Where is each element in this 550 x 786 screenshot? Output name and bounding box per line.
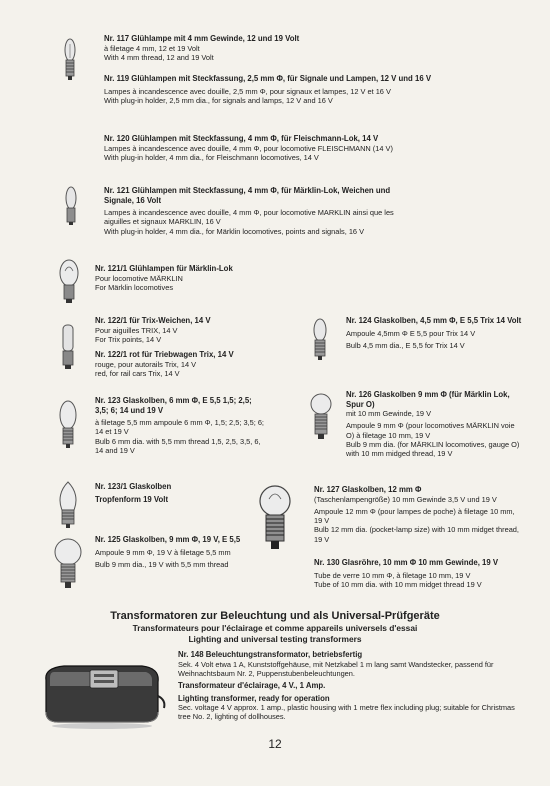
entry-123-1-title: Nr. 123/1 Glaskolben (95, 482, 172, 491)
bulb-123-1-image (56, 480, 80, 530)
entry-122-1 (95, 316, 295, 344)
entry-122-1-french: Pour aiguilles TRIX, 14 V (95, 325, 178, 335)
entry-120-english: With plug-in holder, 4 mm dia., for Fleischmann locomotives, 14 V (104, 152, 319, 162)
entry-117-french: à filetage 4 mm, 12 et 19 Volt (104, 43, 200, 53)
entry-148-english-heading: Lighting transformer, ready for operation (178, 693, 330, 703)
entry-125-title: Nr. 125 Glaskolben, 9 mm Φ, 19 V, E 5,5 (95, 535, 241, 544)
entry-125-french: Ampoule 9 mm Φ, 19 V à filetage 5,5 mm (95, 547, 231, 557)
entry-125-english: Bulb 9 mm dia., 19 V with 5,5 mm thread (95, 559, 229, 569)
entry-121-1-french: Pour locomotive MÄRKLIN (95, 273, 183, 283)
bulb-125-image (54, 536, 82, 592)
entry-121-1-english: For Märklin locomotives (95, 282, 174, 292)
entry-127 (314, 485, 519, 544)
entry-121-french: Lampes à incandescence avec douille, 4 mm Φ, pour locomotive MARKLIN ainsi que les aiguilles et signaux MARKLIN, 16 V (104, 208, 394, 227)
entry-121 (104, 186, 404, 236)
entry-148-title: Nr. 148 Beleuchtungstransformator, betriebsfertig (178, 650, 363, 659)
entry-124-french: Ampoule 4,5mm Φ E 5,5 pour Trix 14 V (346, 328, 476, 338)
bulb-117-image (62, 38, 78, 82)
entry-124 (346, 316, 524, 350)
entry-126 (346, 390, 524, 458)
entry-121-english: With plug-in holder, 4 mm dia., for Märklin locomotives, points and signals, 16 V (104, 226, 365, 236)
entry-126-french: Ampoule 9 mm Φ (pour locomotives MÄRKLIN voie O) à filetage 10 mm, 19 V (346, 421, 515, 440)
entry-121-title: Nr. 121 Glühlampen mit Steckfassung, 4 mm Φ, für Märklin-Lok, Weichen und Signale, 16 Volt (104, 186, 391, 205)
entry-130 (314, 558, 524, 589)
section-title-english: Lighting and universal testing transformers (188, 633, 362, 644)
entry-127-french: Ampoule 12 mm Φ (pour lampes de poche) à filetage 10 mm, 19 V (314, 506, 515, 526)
entry-122-1-rot-english: red, for rail cars Trix, 14 V (95, 368, 180, 378)
entry-122-1-rot-french: rouge, pour autorails Trix, 14 V (95, 359, 197, 369)
entry-127-english: Bulb 12 mm dia. (pocket-lamp size) with 10 mm midget thread, 19 V (314, 525, 519, 544)
entry-117-english: With 4 mm thread, 12 and 19 Volt (104, 52, 214, 62)
entry-124-english: Bulb 4,5 mm dia., E 5,5 for Trix 14 V (346, 340, 465, 350)
section-title-german: Transformatoren zur Beleuchtung und als Universal-Prüfgeräte (110, 610, 440, 622)
entry-148-german: Sek. 4 Volt etwa 1 A, Kunststoffgehäuse, mit Netzkabel 1 m lang samt Wandstecker, passend für Weihnachtsbaum Nr. 2, Puppenstubenbeleuchtungen. (178, 659, 494, 678)
bulb-126-image (310, 390, 332, 442)
entry-122-1-rot-title: Nr. 122/1 rot für Triebwagen Trix, 14 V (95, 350, 234, 359)
entry-130-title: Nr. 130 Glasröhre, 10 mm Φ 10 mm Gewinde, 19 V (314, 558, 499, 567)
entry-148-english: Sec. voltage 4 V approx. 1 amp., plastic housing with 1 metre flex including plug; suitable for Christmas tree No. 2, lighting of dollhouses. (178, 703, 515, 722)
bulb-121-1-image (58, 259, 80, 305)
section-heading (0, 610, 550, 644)
entry-122-1-title: Nr. 122/1 für Trix-Weichen, 14 V (95, 316, 211, 325)
entry-119-french: Lampes à incandescence avec douille, 2,5 mm Φ, pour signaux et lampes, 12 V et 16 V (104, 86, 391, 96)
entry-130-french: Tube de verre 10 mm Φ, à filetage 10 mm, 19 V (314, 570, 471, 580)
entry-119-english: With plug-in holder, 2,5 mm dia., for signals and lamps, 12 V and 16 V (104, 95, 333, 105)
entry-117-title: Nr. 117 Glühlampe mit 4 mm Gewinde, 12 und 19 Volt (104, 34, 300, 43)
entry-130-english: Tube of 10 mm dia. with 10 mm midget thread 19 V (314, 579, 482, 589)
entry-148 (178, 650, 523, 722)
bulb-123-image (58, 400, 78, 450)
entry-123-title: Nr. 123 Glaskolben, 6 mm Φ, E 5,5 1,5; 2,5; 3,5; 6; 14 und 19 V (95, 396, 252, 415)
entry-126-english: Bulb 9 mm dia. (for MÄRKLIN locomotives, gauge O) with 10 mm midged thread, 19 V (346, 439, 520, 459)
entry-124-title: Nr. 124 Glaskolben, 4,5 mm Φ, E 5,5 Trix 14 Volt (346, 316, 522, 325)
entry-126-title: Nr. 126 Glaskolben 9 mm Φ (für Märklin Lok, Spur O) (346, 390, 510, 409)
entry-119-title: Nr. 119 Glühlampen mit Steckfassung, 2,5 mm Φ, für Signale und Lampen, 12 V und 16 V (104, 74, 432, 83)
entry-120-french: Lampes à incandescence avec douille, 4 mm Φ, pour locomotive FLEISCHMANN (14 V) (104, 143, 393, 153)
entry-123-1-subtitle: Tropfenform 19 Volt (95, 494, 169, 504)
entry-127-subtitle: (Taschenlampengröße) 10 mm Gewinde 3,5 V und 19 V (314, 494, 497, 504)
entry-123 (95, 396, 265, 455)
section-title-french: Transformateurs pour l'éclairage et comme appareils universels d'essai (132, 623, 418, 633)
entry-123-french: à filetage 5,5 mm ampoule 6 mm Φ, 1,5; 2,5; 3,5; 6; 14 et 19 V (95, 418, 264, 437)
entry-122-1-rot (95, 350, 295, 378)
bulb-122-image (61, 324, 75, 370)
entry-120 (104, 134, 414, 162)
entry-123-english: Bulb 6 mm dia. with 5,5 mm thread 1,5, 2,5, 3,5, 6, 14 and 19 V (95, 436, 261, 455)
entry-117 (104, 34, 349, 62)
entry-123-1 (95, 482, 255, 504)
page-number: 12 (268, 737, 282, 751)
bulb-121-image (64, 186, 78, 226)
entry-121-1-title: Nr. 121/1 Glühlampen für Märklin-Lok (95, 264, 233, 273)
bulb-124-image (312, 318, 328, 362)
entry-126-subtitle: mit 10 mm Gewinde, 19 V (346, 409, 432, 418)
entry-125 (95, 535, 255, 569)
entry-127-title: Nr. 127 Glaskolben, 12 mm Φ (314, 485, 422, 494)
entry-122-1-english: For Trix points, 14 V (95, 334, 162, 344)
entry-148-french-heading: Transformateur d'éclairage, 4 V., 1 Amp. (178, 681, 326, 691)
transformer-148-image (34, 650, 169, 732)
entry-121-1 (95, 264, 295, 292)
entry-120-title: Nr. 120 Glühlampen mit Steckfassung, 4 mm Φ, für Fleischmann-Lok, 14 V (104, 134, 379, 143)
entry-119 (104, 74, 454, 105)
bulb-127-image (258, 483, 292, 555)
